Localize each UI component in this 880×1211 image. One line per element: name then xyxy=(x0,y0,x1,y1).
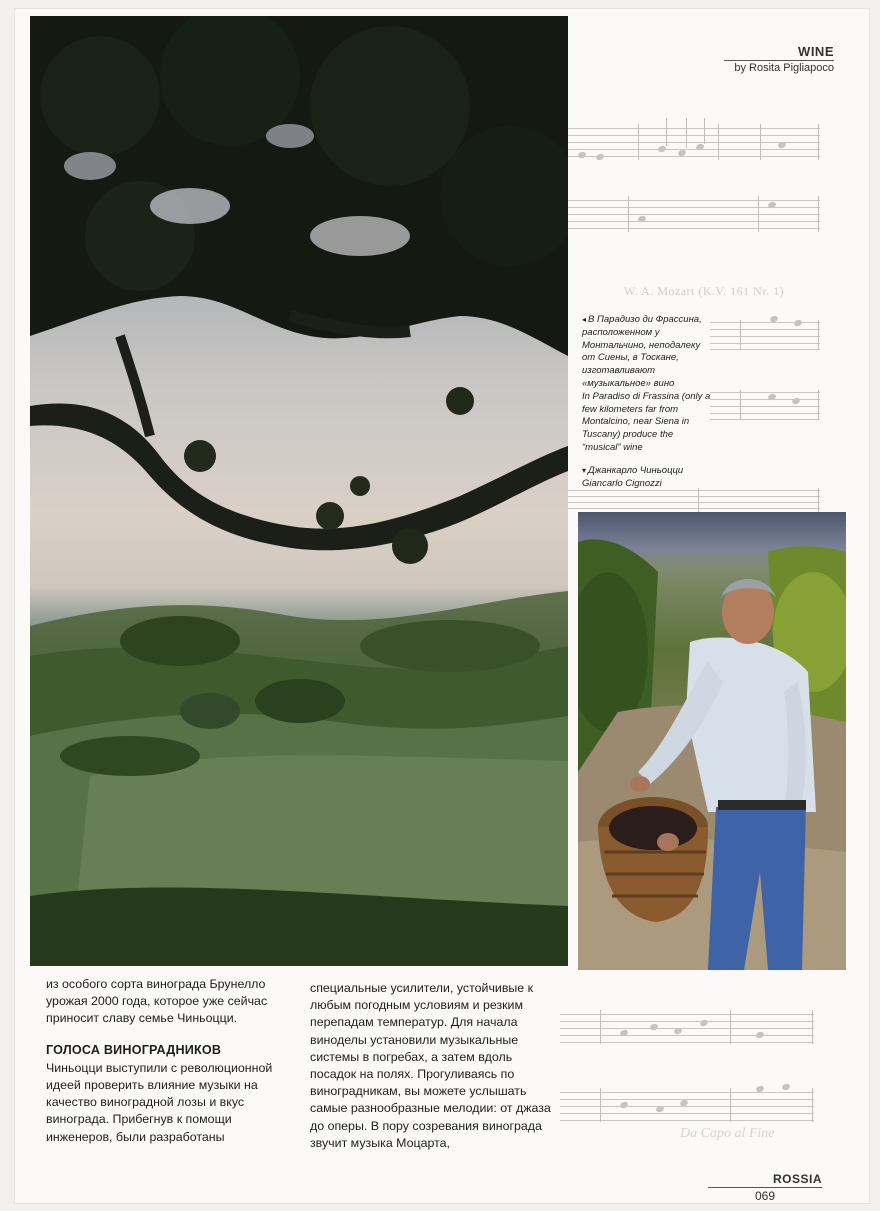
caption-person-ru: Джанкарло Чиньоцци xyxy=(588,464,684,476)
left-arrow-icon: ◂ xyxy=(582,315,587,324)
article-column-1 xyxy=(46,976,294,1146)
music-staff-1 xyxy=(568,124,820,160)
magazine-name: ROSSIA xyxy=(708,1172,822,1188)
article-column-2 xyxy=(310,980,556,1152)
music-staff-5 xyxy=(568,488,820,512)
caption-paradiso-en: In Paradiso di Frassina (only a few kilometers far from Montalcino, near Siena in Tuscany) produce the “musical” wine xyxy=(582,390,711,453)
score-composer-line: W. A. Mozart (K.V. 161 Nr. 1) xyxy=(624,284,785,298)
section-title: WINE xyxy=(724,44,834,61)
page-footer xyxy=(708,1172,822,1203)
article-body-paragraph-1: Чиньоцци выступили с революционной идеей проверить влияние музыки на качество виноградной лозы и вкус винограда. Прибегнув к помощи инженеров, были разработаны xyxy=(46,1060,273,1144)
winemaker-portrait-photo xyxy=(578,512,846,970)
article-intro-paragraph: из особого сорта винограда Брунелло урожая 2000 года, которое уже сейчас приносит славу семье Чиньоцци. xyxy=(46,977,268,1026)
page-number: 069 xyxy=(754,1189,776,1203)
landscape-illustration xyxy=(30,16,568,966)
tuscany-landscape-photo xyxy=(30,16,568,966)
byline: by Rosita Pigliapoco xyxy=(734,62,834,74)
article-subheading: ГОЛОСА ВИНОГРАДНИКОВ xyxy=(46,1042,222,1057)
music-staff-2 xyxy=(568,196,820,232)
down-arrow-icon: ▾ xyxy=(582,465,587,475)
article-body-paragraph-2: специальные усилители, устойчивые к любым погодным условиям и резким перепадам температур. Для начала виноделы установили музыкальные системы в погребах, а затем вдоль посадок на полях. Прогуливаясь по виноградникам, вы можете услышать самые разнообразные мелодии: от джаза до оперы. В пору созревания винограда звучит музыка Моцарта, xyxy=(310,981,551,1150)
music-staff-7 xyxy=(560,1088,814,1122)
section-header xyxy=(724,44,834,74)
music-staff-3 xyxy=(710,320,820,350)
music-staff-6 xyxy=(560,1010,814,1044)
caption-paradiso-ru: В Парадизо ди Фрассина, расположенном у Монтальчино, неподалеку от Сиены, в Тоскане, изготавливают «музыкальное» вино xyxy=(582,314,702,389)
photo-caption xyxy=(582,314,712,490)
music-staff-4 xyxy=(710,390,820,420)
score-ending: Da Capo al Fine xyxy=(680,1126,775,1141)
caption-person-en: Giancarlo Cignozzi xyxy=(582,477,662,489)
winemaker-illustration xyxy=(578,512,846,970)
